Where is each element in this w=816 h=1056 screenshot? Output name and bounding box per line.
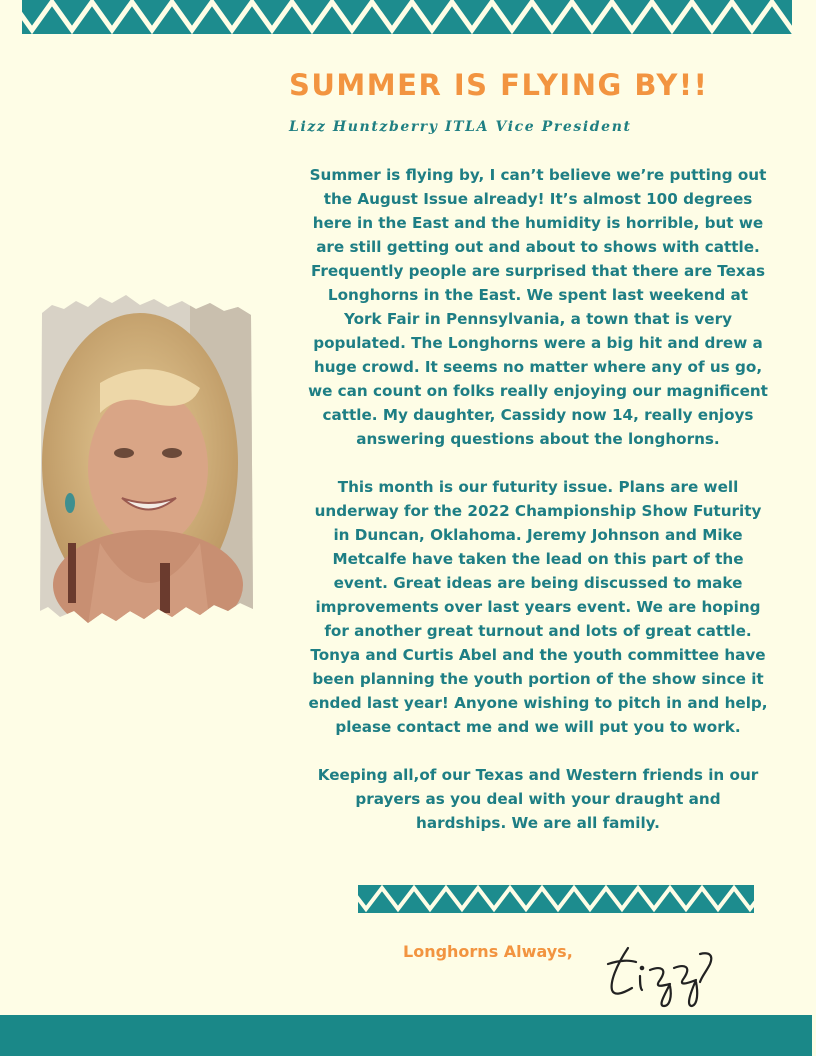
- article-body: [308, 163, 768, 859]
- zigzag-top-border: [22, 0, 792, 34]
- portrait-photo: [40, 293, 253, 625]
- zigzag-divider-icon: [358, 885, 754, 913]
- bottom-band: [0, 1015, 812, 1056]
- article-title: SUMMER IS FLYING BY!!: [289, 68, 709, 102]
- portrait-icon: [40, 293, 253, 625]
- signature-icon: [600, 940, 730, 1012]
- zigzag-divider: [358, 885, 754, 913]
- article-byline: Lizz Huntzberry ITLA Vice President: [289, 119, 632, 135]
- paragraph-3: Keeping all,of our Texas and Western friends in our prayers as you deal with your draught and hardships. We are all family.: [317, 766, 759, 832]
- closing-line: Longhorns Always,: [403, 942, 573, 961]
- zigzag-top-icon: [22, 0, 792, 34]
- paragraph-2: This month is our futurity issue. Plans are well underway for the 2022 Championship Show Futurity in Duncan, Oklahoma. Jeremy Johnson and Mike Metcalfe have taken the lead on this part of the event. Great ideas are being discussed to make improvements over last years event. We are hoping for another great turnout and lots of great cattle. Tonya and Curtis Abel and the youth committee have been planning the youth portion of the show since it ended last year! Anyone wishing to pitch in and help, please contact me and we will put you to work.: [308, 478, 768, 736]
- paragraph-1: Summer is flying by, I can’t believe we’re putting out the August Issue already! It’s almost 100 degrees here in the East and the humidity is horrible, but we are still getting out and about to shows with cattle. Frequently people are surprised that there are Texas Longhorns in the East. We spent last weekend at York Fair in Pennsylvania, a town that is very populated. The Longhorns were a big hit and drew a huge crowd. It seems no matter where any of us go, we can count on folks really enjoying our magnificent cattle. My daughter, Cassidy now 14, really enjoys answering questions about the longhorns.: [308, 166, 768, 448]
- signature: [600, 940, 730, 1012]
